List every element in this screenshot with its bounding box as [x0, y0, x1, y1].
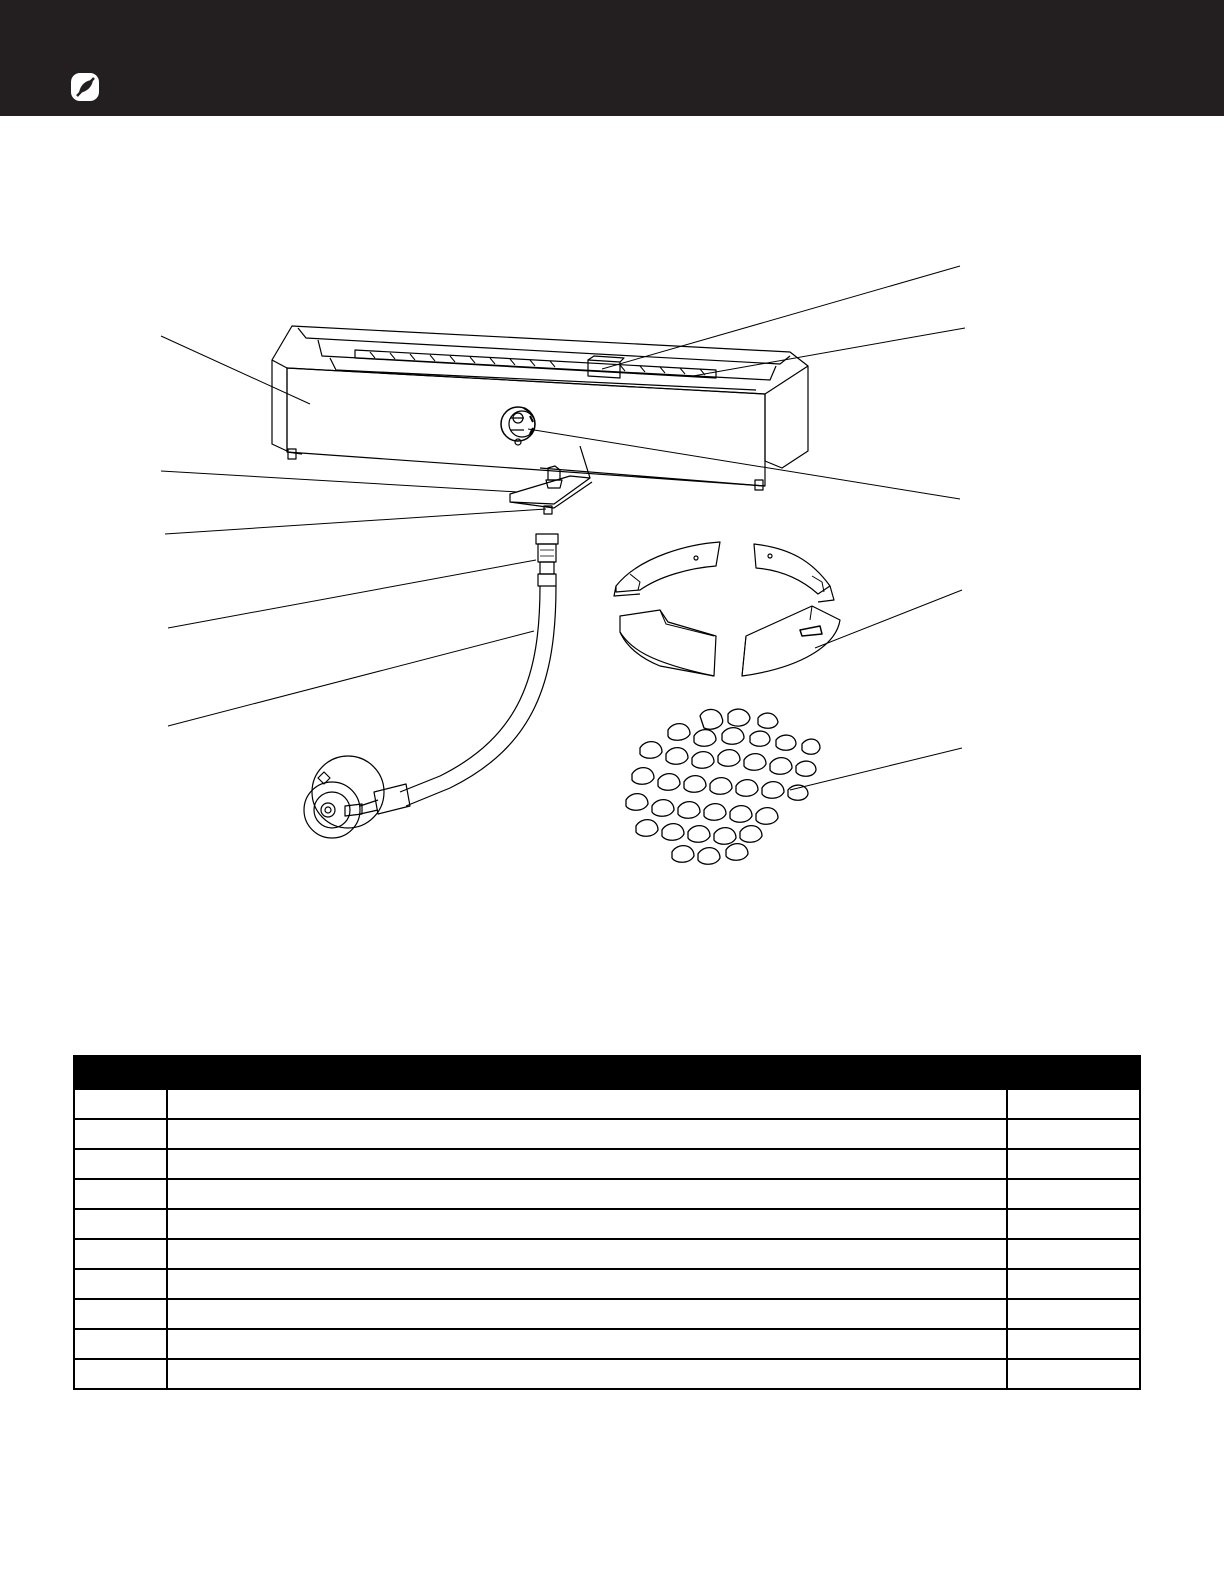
- cell-quantity: [1007, 1299, 1140, 1329]
- hose-connector: [536, 534, 558, 586]
- cell-quantity: [1007, 1119, 1140, 1149]
- cell-part-number: [74, 1209, 167, 1239]
- parts-list-table: [73, 1055, 1141, 1390]
- table-row: [74, 1269, 1140, 1299]
- cell-part-number: [74, 1299, 167, 1329]
- cell-quantity: [1007, 1209, 1140, 1239]
- table-header-row: [74, 1055, 1140, 1089]
- gas-hose: [400, 586, 556, 806]
- cell-description: [167, 1359, 1007, 1389]
- column-header-quantity: [1007, 1055, 1140, 1089]
- table-row: [74, 1089, 1140, 1119]
- column-header-part-number: [74, 1055, 167, 1089]
- cell-quantity: [1007, 1329, 1140, 1359]
- cell-description: [167, 1179, 1007, 1209]
- leaf-slash-logo-icon: [70, 72, 100, 102]
- cell-description: [167, 1299, 1007, 1329]
- table-row: [74, 1329, 1140, 1359]
- table-row: [74, 1299, 1140, 1329]
- mounting-bracket: [510, 446, 592, 508]
- cell-part-number: [74, 1179, 167, 1209]
- cell-description: [167, 1209, 1007, 1239]
- cell-part-number: [74, 1149, 167, 1179]
- table-row: [74, 1209, 1140, 1239]
- cell-quantity: [1007, 1089, 1140, 1119]
- page-header: [0, 0, 1224, 116]
- cell-description: [167, 1149, 1007, 1179]
- table-row: [74, 1359, 1140, 1389]
- cell-part-number: [74, 1239, 167, 1269]
- cell-part-number: [74, 1119, 167, 1149]
- cell-quantity: [1007, 1239, 1140, 1269]
- cell-description: [167, 1119, 1007, 1149]
- column-header-description: [167, 1055, 1007, 1089]
- cell-description: [167, 1089, 1007, 1119]
- cell-quantity: [1007, 1149, 1140, 1179]
- base-support-segments: [614, 542, 840, 676]
- cell-part-number: [74, 1329, 167, 1359]
- cell-quantity: [1007, 1179, 1140, 1209]
- table-row: [74, 1119, 1140, 1149]
- cell-quantity: [1007, 1269, 1140, 1299]
- cell-part-number: [74, 1089, 167, 1119]
- cell-description: [167, 1239, 1007, 1269]
- cell-quantity: [1007, 1359, 1140, 1389]
- cell-part-number: [74, 1269, 167, 1299]
- table-row: [74, 1239, 1140, 1269]
- exploded-parts-diagram: [0, 116, 1224, 1056]
- regulator: [304, 756, 410, 838]
- burner-cover: [588, 356, 624, 378]
- lava-rocks: [626, 709, 820, 864]
- table-row: [74, 1179, 1140, 1209]
- cell-description: [167, 1269, 1007, 1299]
- table-row: [74, 1149, 1140, 1179]
- control-knob: [501, 407, 535, 445]
- cell-part-number: [74, 1359, 167, 1389]
- cell-description: [167, 1329, 1007, 1359]
- burner-pan: [272, 326, 808, 490]
